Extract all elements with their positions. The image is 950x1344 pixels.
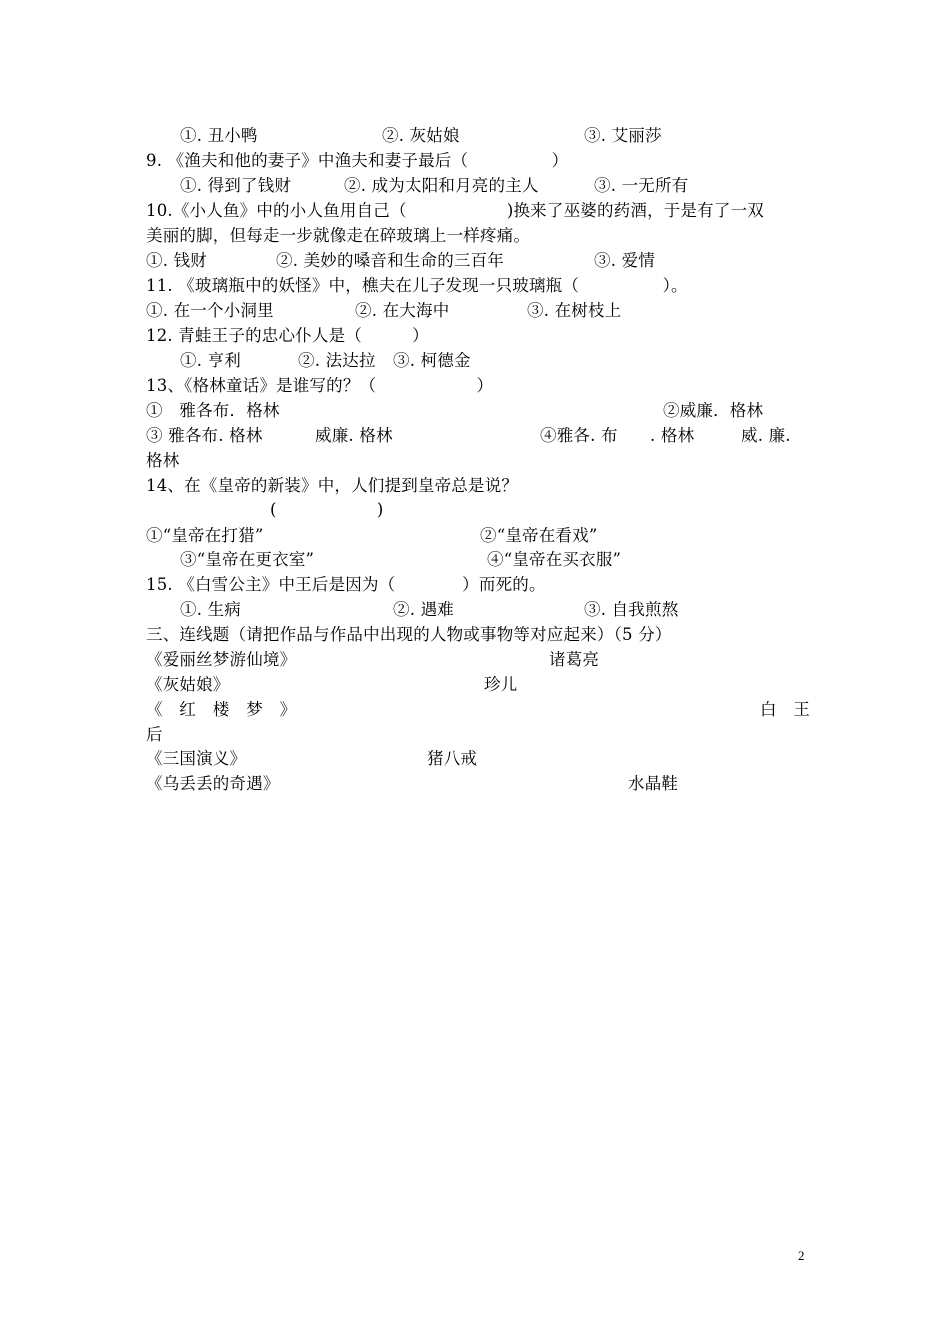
q12-question: 12. 青蛙王子的忠心仆人是（ ） [146,326,429,345]
q14-question: 14、在《皇帝的新装》中，人们提到皇帝总是说？ [146,476,519,495]
q12-option-1: ①. 亨利 [180,351,241,370]
q14-option-1: ①“皇帝在打猎” [146,526,264,545]
match-work-5: 《乌丢丢的奇遇》 [146,774,280,793]
q14-option-3: ③“皇帝在更衣室” [180,550,315,569]
match-item-3-cont: 后 [146,725,163,744]
q9-option-3: ③. 一无所有 [594,176,689,195]
q8-option-1: ①. 丑小鸭 [180,126,258,145]
q13-option-4-b: . 格林 [650,426,695,445]
q12-option-3: ③. 柯德金 [393,351,471,370]
q10-option-1: ①. 钱财 [146,251,207,270]
page-number: 2 [798,1248,805,1263]
q15-option-1: ①. 生病 [180,600,241,619]
q13-option-3-b: 威廉. 格林 [315,426,393,445]
match-work-3: 《 红 楼 梦 》 [146,700,297,719]
q13-option-1: ① 雅各布．格林 [146,401,280,420]
q15-question: 15. 《白雪公主》中王后是因为（ ）而死的。 [146,575,546,594]
q13-option-4-c: 威. 廉. [741,426,791,445]
q11-question: 11. 《玻璃瓶中的妖怪》中，樵夫在儿子发现一只玻璃瓶（ ）。 [146,276,688,295]
q13-option-2: ②威廉．格林 [663,401,764,420]
match-work-2: 《灰姑娘》 [146,675,230,694]
match-item-5: 水晶鞋 [628,774,679,793]
section-3-heading: 三、连线题（请把作品与作品中出现的人物或事物等对应起来）（5 分） [146,625,672,644]
q9-option-2: ②. 成为太阳和月亮的主人 [344,176,539,195]
q13-option-4-cont: 格林 [146,451,180,470]
q8-option-2: ②. 灰姑娘 [382,126,460,145]
match-item-2: 珍儿 [484,675,518,694]
q14-answer-blank: ( ) [270,500,384,519]
q13-option-4: ④雅各. 布 [540,426,618,445]
match-work-1: 《爱丽丝梦游仙境》 [146,650,297,669]
q9-option-1: ①. 得到了钱财 [180,176,292,195]
q12-option-2: ②. 法达拉 [298,351,376,370]
q13-option-3: ③ 雅各布. 格林 [146,426,263,445]
match-item-3: 白 王 [760,700,811,719]
q11-option-1: ①. 在一个小洞里 [146,301,274,320]
q9-question: 9. 《渔夫和他的妻子》中渔夫和妻子最后（ ） [146,151,569,170]
q15-option-3: ③. 自我煎熬 [584,600,679,619]
q13-question: 13、《格林童话》是谁写的？（ ） [146,376,494,395]
match-item-4: 猪八戒 [427,749,478,768]
q14-option-2: ②“皇帝在看戏” [480,526,598,545]
q15-option-2: ②. 遇难 [393,600,454,619]
q8-option-3: ③. 艾丽莎 [584,126,662,145]
q11-option-2: ②. 在大海中 [355,301,450,320]
match-work-4: 《三国演义》 [146,749,247,768]
q10-question: 10.《小人鱼》中的小人鱼用自己（ )换来了巫婆的药酒，于是有了一双 [146,201,764,220]
q11-option-3: ③. 在树枝上 [527,301,622,320]
match-item-1: 诸葛亮 [549,650,600,669]
q14-option-4: ④“皇帝在买衣服” [487,550,622,569]
q10-option-3: ③. 爱情 [594,251,655,270]
q10-option-2: ②. 美妙的嗓音和生命的三百年 [276,251,504,270]
q10-question-cont: 美丽的脚，但每走一步就像走在碎玻璃上一样疼痛。 [146,226,531,245]
